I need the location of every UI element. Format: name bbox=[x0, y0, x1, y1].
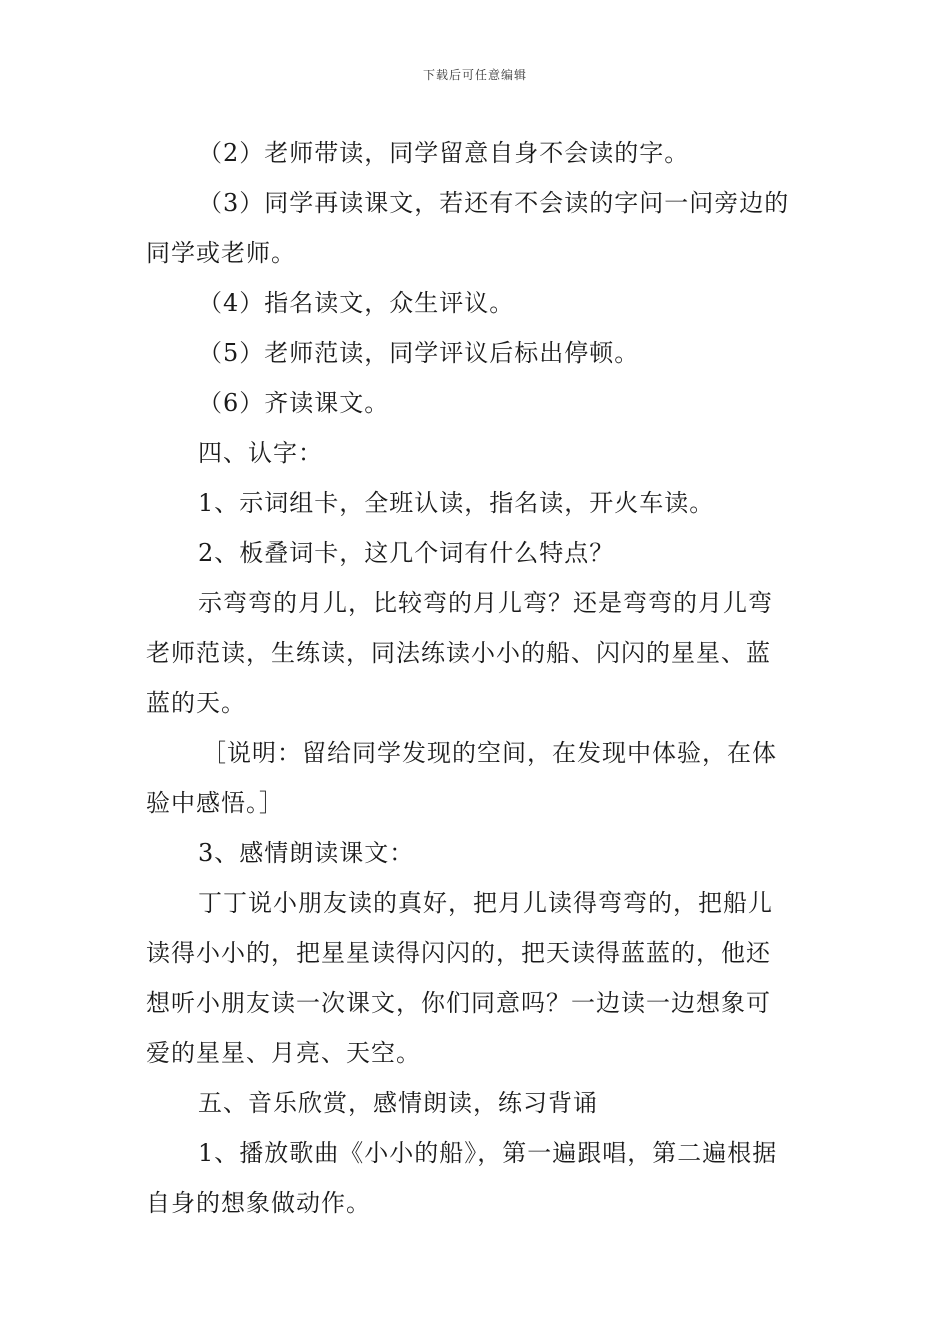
paragraph-line: 同学或老师。 bbox=[146, 239, 296, 267]
paragraph-line: 老师范读，生练读，同法练读小小的船、闪闪的星星、蓝 bbox=[146, 639, 771, 667]
paragraph-line: 爱的星星、月亮、天空。 bbox=[146, 1039, 421, 1067]
note-line: ［说明：留给同学发现的空间，在发现中体验，在体 bbox=[202, 739, 777, 767]
paragraph-line: 1、示词组卡，全班认读，指名读，开火车读。 bbox=[198, 489, 715, 517]
paragraph-line: （3）同学再读课文，若还有不会读的字问一问旁边的 bbox=[198, 189, 790, 217]
paragraph-line: （6）齐读课文。 bbox=[198, 389, 390, 417]
section-heading: 五、音乐欣赏，感情朗读，练习背诵 bbox=[198, 1089, 598, 1117]
paragraph-line: 自身的想象做动作。 bbox=[146, 1189, 371, 1217]
paragraph-line: 3、感情朗读课文： bbox=[198, 839, 415, 867]
paragraph-line: （5）老师范读，同学评议后标出停顿。 bbox=[198, 339, 640, 367]
paragraph-line: 1、播放歌曲《小小的船》，第一遍跟唱，第二遍根据 bbox=[198, 1139, 778, 1167]
paragraph-line: （2）老师带读，同学留意自身不会读的字。 bbox=[198, 139, 690, 167]
paragraph-line: 读得小小的，把星星读得闪闪的，把天读得蓝蓝的，他还 bbox=[146, 939, 771, 967]
paragraph-line: 想听小朋友读一次课文，你们同意吗？一边读一边想象可 bbox=[146, 989, 771, 1017]
page-header: 下载后可任意编辑 bbox=[422, 68, 527, 82]
section-heading: 四、认字： bbox=[198, 439, 323, 467]
note-line: 验中感悟。］ bbox=[146, 789, 284, 817]
paragraph-line: 示弯弯的月儿，比较弯的月儿弯？还是弯弯的月儿弯 bbox=[198, 589, 773, 617]
paragraph-line: 丁丁说小朋友读的真好，把月儿读得弯弯的，把船儿 bbox=[198, 889, 773, 917]
paragraph-line: 蓝的天。 bbox=[146, 689, 246, 717]
paragraph-line: 2、板叠词卡，这几个词有什么特点？ bbox=[198, 539, 615, 567]
paragraph-line: （4）指名读文，众生评议。 bbox=[198, 289, 515, 317]
document-body bbox=[146, 128, 808, 1228]
